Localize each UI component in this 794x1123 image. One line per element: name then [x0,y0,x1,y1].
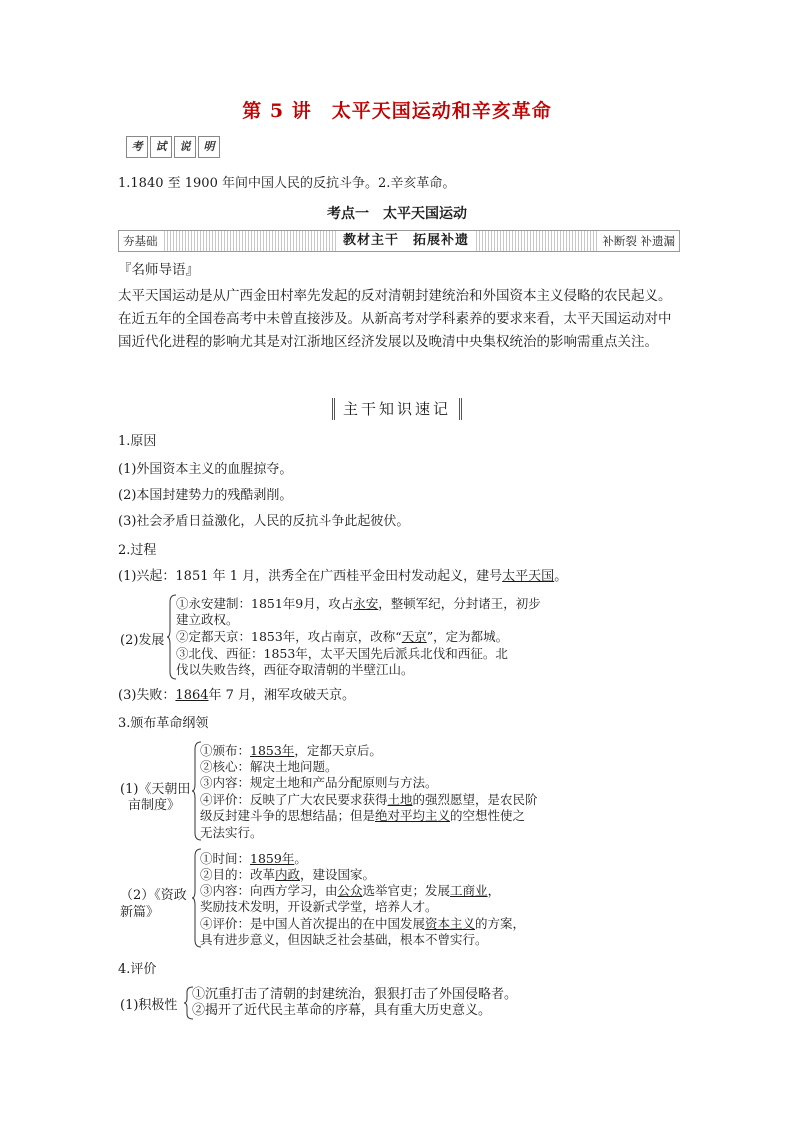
text: ，定都天京后。 [294,743,382,758]
section-band [118,230,680,252]
pos-label: (1)积极性 [120,998,178,1013]
text: ，建设国家。 [300,867,376,882]
dev-item: 伐以失败告终，西征夺取清朝的半壁江山。 [176,662,414,677]
list-item: (3)社会矛盾日益激化，人民的反抗斗争此起彼伏。 [118,514,410,529]
text: (1)兴起：1851 年 1 月，洪秀全在广西桂平金田村发动起义，建号 [118,569,503,584]
underlined-term: 资本主义 [425,916,476,931]
guide-text: 太平天国运动是从广西金田村率先发起的反对清朝封建统治和外国资本主义侵略的农民起义。在近五年的全国卷高考中未曾直接涉及。从新高考对学科素养的要求来看，太平天国运动对中国近代化进程的影响尤其是对江浙地区经济发展以及晚清中央集权统治的影响需重点关注。 [118,288,672,350]
text: 年 7 月，湘军攻破天京。 [208,688,356,703]
dev-item [176,596,541,612]
text: ， [487,883,501,898]
text: 的空想性使之 [450,808,526,823]
tag-char: 试 [150,136,172,158]
underlined-term: 公众 [337,883,363,898]
knowledge-title [0,398,794,420]
fail-line [118,686,355,706]
tag-char: 考 [126,136,148,158]
text: ①颁布： [200,743,251,758]
underlined-term: 绝对平均主义 [375,808,451,823]
underlined-term: 1864 [175,688,209,703]
band-left: 夯基础 [119,231,162,251]
text: ④评价：是中国人首次提出的在中国发展 [200,916,426,931]
band-right: 补断裂 补遗漏 [598,231,679,251]
list-item: (1)外国资本主义的血腥掠夺。 [118,462,293,477]
tc-label: (1)《天朝田 [120,782,191,797]
section-title: 考点一 太平天国运动 [327,206,467,222]
tc-item: 无法实行。 [200,825,263,840]
zz-item: 奖励技术发明，开设新式学堂，培养人才。 [200,899,438,914]
pos-item: ②揭开了近代民主革命的序幕，具有重大历史意义。 [192,1003,492,1018]
tc-item: ②核心：解决土地问题。 [200,759,338,774]
underlined-term: 1859年 [250,851,295,866]
list-item: (2)本国封建势力的残酷剥削。 [118,488,293,503]
tc-item: ③内容：规定土地和产品分配原则与方法。 [200,775,438,790]
guide-label: 『名师导语』 [118,262,199,278]
text: ，整顿军纪，分封诸王，初步 [378,596,541,611]
zz-label: 新篇》 [120,905,160,920]
pos-item: ①沉重打击了清朝的封建统治，狠狠打击了外国侵略者。 [192,987,518,1002]
underlined-term: 1853年 [250,743,295,758]
text: 级反封建斗争的思想结晶；但是 [200,808,376,823]
text: ①永安建制：1851年9月，攻占 [176,596,354,611]
text: ③内容：向西方学习，由 [200,883,338,898]
tc-item [200,792,538,808]
underlined-term: 内政 [275,867,301,882]
text: ②目的：改革 [200,867,276,882]
underlined-term: 太平天国 [502,569,555,584]
text: ④评价：反映了广大农民要求获得 [200,792,388,807]
text: (3)失败： [118,688,176,703]
page-title: 第 5 讲 太平天国运动和辛亥革命 [242,100,552,122]
zz-item [200,916,525,932]
tag-char: 说 [174,136,196,158]
tc-label: 亩制度》 [128,798,181,813]
zz-item [200,883,500,899]
text: 选举官吏；发展 [362,883,451,898]
text: ②定都天京：1853年，攻占南京，改称“ [176,629,402,644]
section-head: 4.评价 [118,962,157,977]
tc-item [200,808,525,824]
exam-scope: 1.1840 至 1900 年间中国人民的反抗斗争。2.辛亥革命。 [118,176,456,191]
zz-label: （2）《资政 [120,888,187,903]
text: 的方案， [475,916,526,931]
band-middle: 教材主干 拓展补遗 [337,231,475,251]
text: 的强烈愿望，是农民阶 [412,792,538,807]
dev-item [176,629,508,645]
zz-item [200,867,375,883]
underlined-term: 土地 [387,792,413,807]
dev-label: (2)发展 [120,633,165,648]
knowledge-title-text: 主干知识速记 [332,398,462,420]
rise-line [118,567,567,587]
exam-tag [118,134,218,160]
zz-item [200,851,307,867]
dev-item: ③北伐、西征：1853年，太平天国先后派兵北伐和西征。北 [176,646,508,661]
text: 。 [554,569,568,584]
underlined-term: 永安 [353,596,379,611]
dev-item: 建立政权。 [176,612,239,627]
tag-char: 明 [198,136,220,158]
section-head: 3.颁布革命纲领 [118,716,209,731]
zz-item: 具有进步意义，但因缺乏社会基础，根本不曾实行。 [200,932,488,947]
text: ”，定为都城。 [426,629,509,644]
tc-item [200,743,382,759]
section-head: 2.过程 [118,543,157,558]
underlined-term: 天京 [401,629,427,644]
text: ①时间： [200,851,251,866]
underlined-term: 工商业 [450,883,488,898]
text: 。 [294,851,307,866]
section-head: 1.原因 [118,434,157,449]
